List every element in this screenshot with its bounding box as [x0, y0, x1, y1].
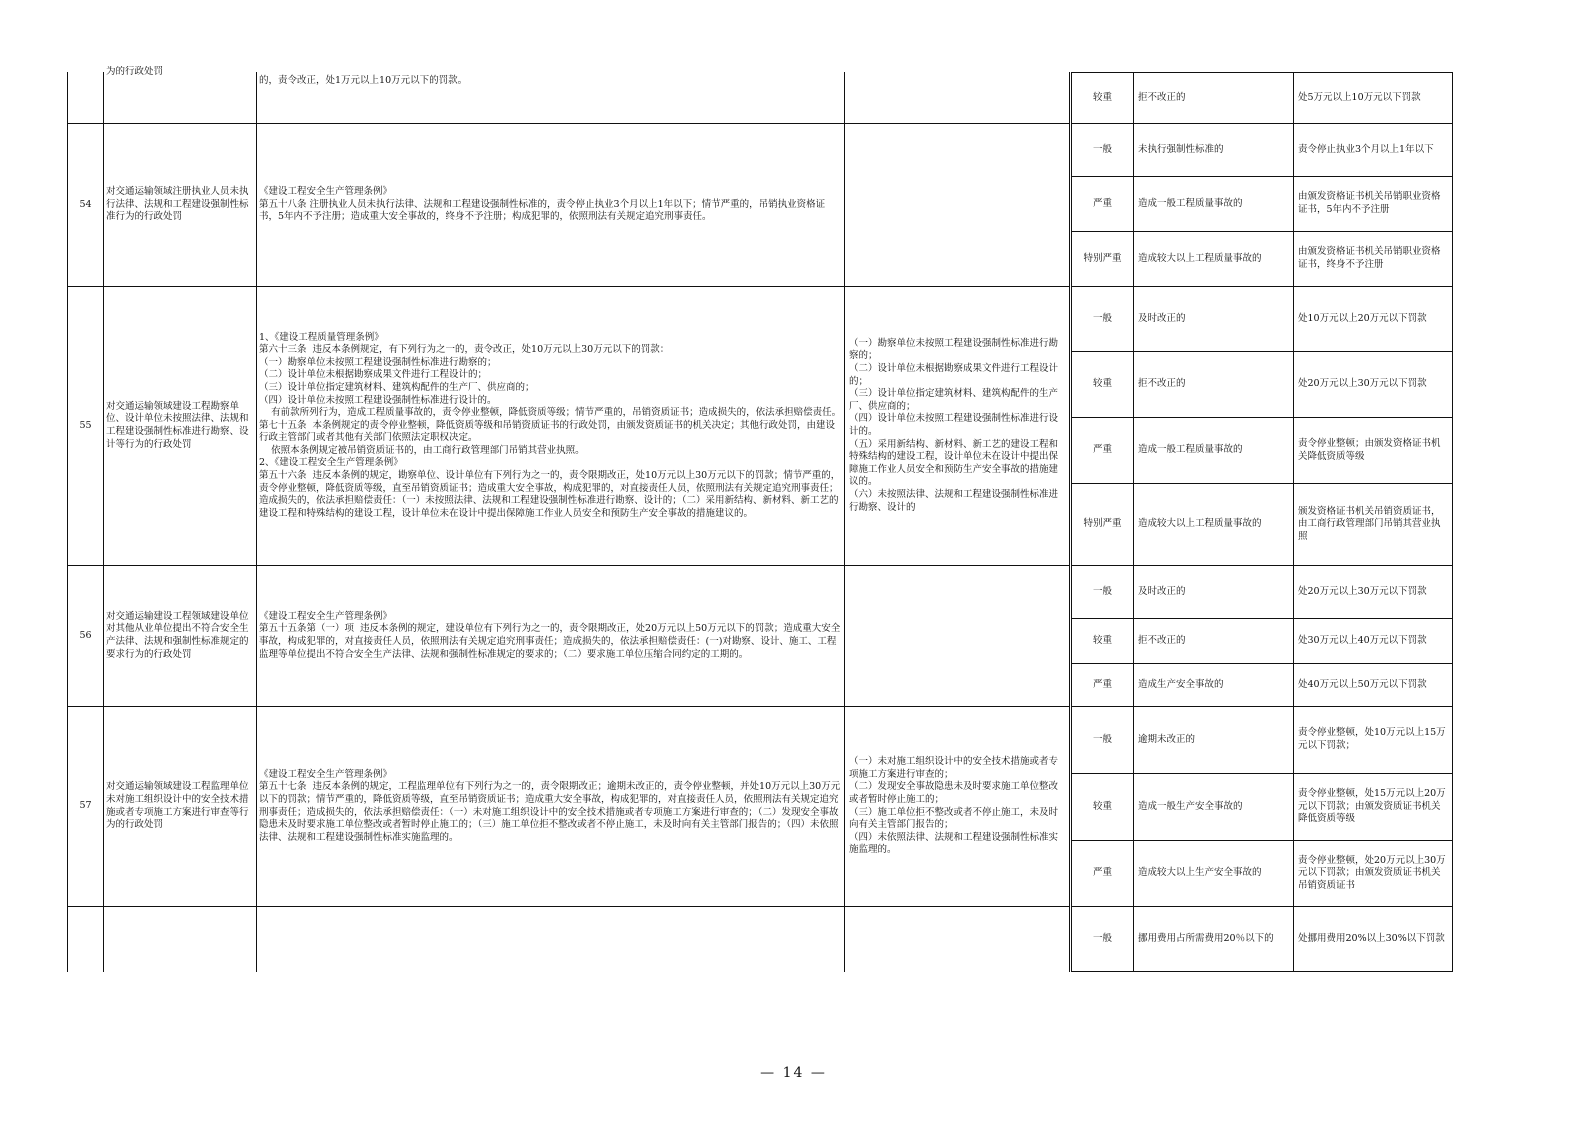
level-label: 较重: [1092, 91, 1112, 103]
page-number: — 14 —: [760, 1065, 827, 1081]
item-number: [68, 907, 103, 971]
item-number: 54: [79, 198, 92, 210]
item-name: 对交通运输领域建设工程监理单位未对施工组织设计中的安全技术措施或者专项施工方案进行审查等行为的行政处罚: [106, 781, 249, 831]
circumstance: 造成一般工程质量事故的: [1138, 444, 1243, 456]
violation-behavior: （一）勘察单位未按照工程建设强制性标准进行勘察的； （二）设计单位未根据勘察成果文件进行工程设计的； （三）设计单位指定建筑材料、建筑构配件的生产厂、供应商的； （四）设计单位未按照工程建设强制性标准进行设计的。 （五）采用新结构、新材料、新工艺的建设工程和特殊结构的建设工程，设计单位未在设计中提出保障施工作业人员安全和预防生产安全事故的措施建议的。 （六）未按照法律、法规和工程建设强制性标准进行勘察、设计的: [849, 337, 1059, 513]
level-label: 一般: [1092, 312, 1112, 324]
circumstance: 造成较大以上工程质量事故的: [1138, 252, 1262, 264]
penalty-standard: 处5万元以上10万元以下罚款: [1298, 91, 1421, 103]
level-label: 一般: [1092, 585, 1112, 597]
level-label: 较重: [1092, 634, 1112, 646]
violation-behavior: [845, 907, 1069, 971]
legal-basis: 《建设工程安全生产管理条例》 第五十五条第（一）项 违反本条例的规定，建设单位有下列行为之一的，责令限期改正，处20万元以上50万元以下的罚款；造成重大安全事故，构成犯罪的，对直接责任人员，依照刑法有关规定追究刑事责任；造成损失的，依法承担赔偿责任：(一)对勘察、设计、施工、工程监理等单位提出不符合安全生产法律、法规和强制性标准规定的要求的；（二）要求施工单位压缩合同约定的工期的。: [259, 610, 841, 660]
grid-line: [1069, 72, 1070, 972]
circumstance: 挪用费用占所需费用20％以下的: [1138, 932, 1274, 944]
circumstance: 造成较大以上工程质量事故的: [1138, 518, 1262, 530]
penalty-standard: 责令停业整顿，处20万元以上30万元以下罚款；由颁发资质证书机关吊销资质证书: [1298, 854, 1446, 891]
level-label: 特别严重: [1083, 252, 1122, 264]
penalty-standard: 处20万元以上30万元以下罚款: [1298, 585, 1427, 597]
penalty-standard: 责令停业整顿，处10万元以上15万元以下罚款；: [1298, 727, 1446, 751]
legal-basis: 《建设工程安全生产管理条例》 第五十七条 违反本条例的规定，工程监理单位有下列行为之一的，责令限期改正；逾期未改正的，责令停业整顿，并处10万元以上30万元以下的罚款；情节严重的，降低资质等级，直至吊销资质证书；造成重大安全事故，构成犯罪的，对直接责任人员，依照刑法有关规定追究刑事责任；造成损失的，依法承担赔偿责任：（一）未对施工组织设计中的安全技术措施或者专项施工方案进行审查的；（二）发现安全事故隐患未及时要求施工单位整改或者暂时停止施工的；（三）施工单位拒不整改或者不停止施工，未及时向有关主管部门报告的；（四）未依照法律、法规和工程建设强制性标准实施监理的。: [259, 768, 841, 843]
level-label: 一般: [1092, 932, 1112, 944]
circumstance: 造成生产安全事故的: [1138, 678, 1224, 690]
circumstance: 造成一般生产安全事故的: [1138, 800, 1243, 812]
circumstance: 逾期未改正的: [1138, 733, 1196, 745]
penalty-standard: 责令停业整顿，处15万元以上20万元以下罚款；由颁发资质证书机关降低资质等级: [1298, 788, 1446, 825]
legal-basis: 《建设工程安全生产管理条例》 第五十八条 注册执业人员未执行法律、法规和工程建设强制性标准的，责令停止执业3个月以上1年以下；情节严重的，吊销执业资格证书，5年内不予注册；造成重大安全事故的，终身不予注册；构成犯罪的，依照刑法有关规定追究刑事责任。: [259, 186, 826, 223]
violation-behavior: [845, 566, 1069, 706]
level-label: 特别严重: [1083, 518, 1122, 530]
level-label: 严重: [1092, 867, 1112, 879]
penalty-standard: 处30万元以上40万元以下罚款: [1298, 634, 1427, 646]
penalty-standard: 由颁发资格证书机关吊销职业资格证书，5年内不予注册: [1298, 191, 1441, 215]
penalty-standard: 责令停业整顿；由颁发资格证书机关降低资质等级: [1298, 437, 1441, 462]
circumstance: 拒不改正的: [1138, 91, 1186, 103]
penalty-standard: 由颁发资格证书机关吊销职业资格证书，终身不予注册: [1298, 246, 1441, 270]
level-label: 严重: [1092, 197, 1112, 209]
item-name: 对交通运输建设工程领域建设单位对其他从业单位提出不符合安全生产法律、法规和强制性标准规定的要求行为的行政处罚: [106, 610, 249, 660]
penalty-standard: 责令停止执业3个月以上1年以下: [1298, 143, 1434, 155]
item-name: 对交通运输领域建设工程勘察单位、设计单位未按照法律、法规和工程建设强制性标准进行勘察、设计等行为的行政处罚: [106, 400, 249, 450]
item-name: 对交通运输领域注册执业人员未执行法律、法规和工程建设强制性标准行为的行政处罚: [106, 186, 249, 223]
penalty-standard: 处挪用费用20%以上30%以下罚款: [1298, 932, 1445, 944]
item-number: 56: [79, 629, 92, 641]
circumstance: 及时改正的: [1138, 585, 1186, 597]
penalty-standard: 处40万元以上50万元以下罚款: [1298, 678, 1427, 690]
penalty-standard: 处10万元以上20万元以下罚款: [1298, 312, 1427, 324]
level-label: 较重: [1092, 378, 1112, 390]
grid-line: [1452, 72, 1453, 972]
circumstance: 造成较大以上生产安全事故的: [1138, 867, 1262, 879]
level-label: 一般: [1092, 143, 1112, 155]
item-name: [104, 907, 256, 971]
violation-behavior: （一）未对施工组织设计中的安全技术措施或者专项施工方案进行审查的； （二）发现安全事故隐患未及时要求施工单位整改或者暂时停止施工的； （三）施工单位拒不整改或者不停止施工，未及时向有关主管部门报告的； （四）未依照法律、法规和工程建设强制性标准实施监理的。: [849, 756, 1059, 856]
legal-basis: 的，责令改正，处1万元以上10万元以下的罚款。: [259, 75, 468, 86]
grid-line: [1071, 971, 1453, 972]
penalty-standard: 处20万元以上30万元以下罚款: [1298, 378, 1427, 390]
level-label: 严重: [1092, 444, 1112, 456]
level-label: 严重: [1092, 678, 1112, 690]
level-label: 较重: [1092, 800, 1112, 812]
circumstance: 及时改正的: [1138, 312, 1186, 324]
penalty-standard: 颁发资格证书机关吊销资质证书，由工商行政管理部门吊销其营业执照: [1298, 505, 1441, 542]
circumstance: 造成一般工程质量事故的: [1138, 197, 1243, 209]
item-number: 55: [79, 419, 92, 431]
legal-basis: [257, 907, 844, 971]
level-label: 一般: [1092, 733, 1112, 745]
circumstance: 拒不改正的: [1138, 378, 1186, 390]
item-name: 为的行政处罚: [106, 66, 164, 77]
violation-behavior: [845, 124, 1069, 286]
item-number: 57: [79, 800, 92, 812]
legal-basis: 1、《建设工程质量管理条例》 第六十三条 违反本条例规定，有下列行为之一的，责令改正，处10万元以上30万元以下的罚款： （一）勘察单位未按照工程建设强制性标准进行勘察的； （二）设计单位未根据勘察成果文件进行工程设计的； （三）设计单位指定建筑材料、建筑构配件的生产厂、供应商的； （四）设计单位未按照工程建设强制性标准进行设计的。 有前款所列行为，造成工程质量事故的，责令停业整顿，降低资质等级；情节严重的，吊销资质证书；造成损失的，依法承担赔偿责任。 第七十五条 本条例规定的责令停业整顿，降低资质等级和吊销资质证书的行政处罚，由颁发资质证书的机关决定；其他行政处罚，由建设行政主管部门或者其他有关部门依照法定职权决定。 依照本条例规定被吊销资质证书的，由工商行政管理部门吊销其营业执照。 2、《建设工程安全生产管理条例》 第五十六条 违反本条例的规定，勘察单位、设计单位有下列行为之一的，责令限期改正，处10万元以上30万元以下的罚款；情节严重的，责令停业整顿，降低资质等级，直至吊销资质证书；造成重大安全事故，构成犯罪的，对直接责任人员，依照刑法有关规定追究刑事责任；造成损失的，依法承担赔偿责任：（一）未按照法律、法规和工程建设强制性标准进行勘察、设计的；（二）采用新结构、新材料、新工艺的建设工程和特殊结构的建设工程，设计单位未在设计中提出保障施工作业人员安全和预防生产安全事故的措施建议的。: [259, 331, 842, 519]
circumstance: 拒不改正的: [1138, 634, 1186, 646]
circumstance: 未执行强制性标准的: [1138, 143, 1224, 155]
